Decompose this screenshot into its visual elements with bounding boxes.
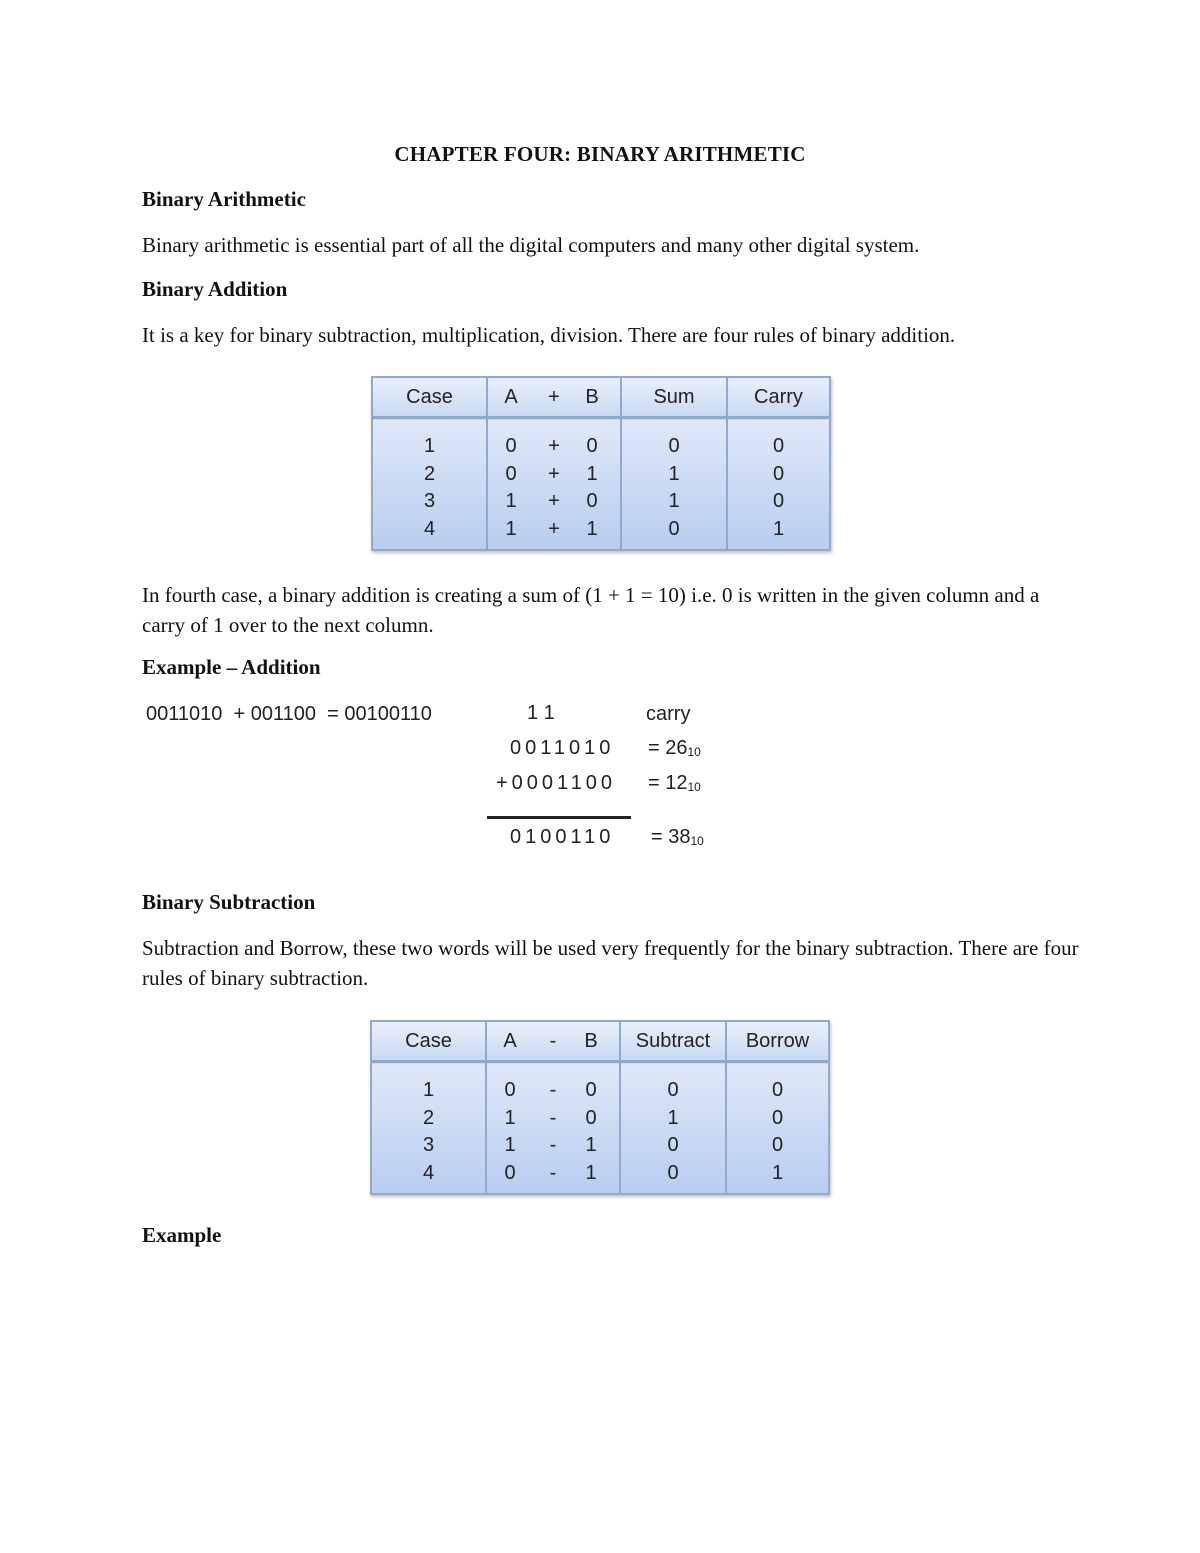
sum-column bbox=[621, 418, 727, 551]
carry-label: carry bbox=[646, 703, 691, 725]
table-cell: 0 bbox=[668, 517, 680, 540]
table-cell: 0 bbox=[772, 435, 785, 457]
table-cell: 0 bbox=[667, 1079, 679, 1101]
operand-one-value bbox=[648, 737, 701, 760]
page-title: CHAPTER FOUR: BINARY ARITHMETIC bbox=[394, 142, 806, 166]
addition-equation: 0011010 + 001100 = 00100110 bbox=[146, 703, 432, 725]
table-cell: 1 bbox=[504, 1106, 516, 1129]
base-subscript: 10 bbox=[687, 745, 701, 759]
header-carry: Carry bbox=[727, 377, 830, 418]
carry-digits: 1 1 bbox=[527, 702, 555, 724]
table-cell: 1 bbox=[668, 462, 680, 485]
table-cell: 0 bbox=[504, 1161, 516, 1184]
table-cell: 1 bbox=[504, 1134, 516, 1156]
result-value bbox=[651, 826, 704, 849]
table-row bbox=[488, 488, 620, 516]
table-cell: 1 bbox=[772, 517, 785, 540]
table-row bbox=[487, 1105, 619, 1133]
header-b: B bbox=[584, 1030, 598, 1052]
header-a: A bbox=[503, 1030, 517, 1052]
subtract-column bbox=[620, 1062, 726, 1195]
header-b: B bbox=[585, 386, 599, 408]
table-cell: 2 bbox=[422, 1106, 435, 1129]
table-cell: 0 bbox=[771, 1106, 784, 1129]
operation-column bbox=[486, 1062, 620, 1195]
table-row bbox=[488, 433, 620, 461]
header-a: A bbox=[504, 386, 518, 408]
addition-result: 0100110 bbox=[510, 826, 615, 848]
table-cell: 0 bbox=[585, 1106, 597, 1129]
table-cell: + bbox=[548, 435, 560, 457]
table-cell: 0 bbox=[505, 435, 517, 457]
heading-binary-subtraction: Binary Subtraction bbox=[142, 890, 316, 914]
operand-one: 0011010 bbox=[510, 737, 615, 759]
table-row bbox=[488, 461, 620, 489]
operand-two-value bbox=[648, 772, 701, 795]
header-sum: Sum bbox=[621, 377, 727, 418]
case-column bbox=[372, 418, 487, 551]
table-cell: - bbox=[549, 1161, 557, 1184]
subtraction-rules-table bbox=[370, 1020, 830, 1195]
base-subscript: 10 bbox=[690, 834, 704, 848]
table-cell: 0 bbox=[504, 1079, 516, 1101]
table-cell: + bbox=[548, 490, 560, 512]
table-cell: 0 bbox=[771, 1079, 784, 1101]
operand-two: +0001100 bbox=[496, 772, 617, 794]
header-operator: - bbox=[549, 1030, 557, 1052]
table-cell: 1 bbox=[505, 490, 517, 512]
paragraph-binary-arithmetic: Binary arithmetic is essential part of all the digital computers and many other digital system. bbox=[142, 233, 920, 257]
header-case: Case bbox=[372, 377, 487, 418]
borrow-column bbox=[726, 1062, 829, 1195]
operand-two-decimal: = 12 bbox=[648, 772, 688, 794]
paragraph-fourth-case-note: In fourth case, a binary addition is creating a sum of (1 + 1 = 10) i.e. 0 is written in the given column and a carry of 1 over to the next column. bbox=[142, 583, 1040, 637]
table-row bbox=[487, 1077, 619, 1105]
table-cell: 1 bbox=[586, 462, 598, 485]
heading-binary-arithmetic: Binary Arithmetic bbox=[142, 187, 306, 211]
header-operation bbox=[487, 377, 621, 418]
table-row bbox=[487, 1160, 619, 1188]
table-cell: 0 bbox=[667, 1134, 679, 1156]
table-cell: 0 bbox=[586, 435, 598, 457]
addition-rules-table bbox=[371, 376, 831, 551]
table-cell: 1 bbox=[585, 1134, 597, 1156]
table-cell: 3 bbox=[422, 1134, 435, 1156]
heading-example-addition: Example – Addition bbox=[142, 655, 321, 679]
table-cell: 0 bbox=[667, 1161, 679, 1184]
table-cell: 0 bbox=[771, 1134, 784, 1156]
table-row bbox=[488, 516, 620, 544]
table-row bbox=[487, 1132, 619, 1160]
header-operation bbox=[486, 1021, 620, 1062]
operation-column bbox=[487, 418, 621, 551]
operand-one-decimal: = 26 bbox=[648, 737, 688, 759]
table-cell: 0 bbox=[772, 490, 785, 512]
header-case: Case bbox=[371, 1021, 486, 1062]
header-subtract: Subtract bbox=[620, 1021, 726, 1062]
table-cell: 0 bbox=[668, 435, 680, 457]
carry-column bbox=[727, 418, 830, 551]
header-borrow: Borrow bbox=[726, 1021, 829, 1062]
sum-divider-line bbox=[487, 816, 631, 819]
table-cell: - bbox=[549, 1106, 557, 1129]
table-cell: 1 bbox=[586, 517, 598, 540]
table-cell: 1 bbox=[423, 435, 436, 457]
table-cell: 4 bbox=[422, 1161, 435, 1184]
table-cell: 1 bbox=[667, 1106, 679, 1129]
table-cell: 0 bbox=[505, 462, 517, 485]
table-cell: 4 bbox=[423, 517, 436, 540]
table-cell: 2 bbox=[423, 462, 436, 485]
paragraph-binary-subtraction: Subtraction and Borrow, these two words will be used very frequently for the binary subtraction. There are four rules of binary subtraction. bbox=[142, 936, 1079, 990]
table-cell: - bbox=[549, 1134, 557, 1156]
table-cell: + bbox=[548, 462, 560, 485]
table-cell: 1 bbox=[585, 1161, 597, 1184]
table-cell: 1 bbox=[771, 1161, 784, 1184]
heading-example: Example bbox=[142, 1223, 222, 1247]
table-cell: 1 bbox=[505, 517, 517, 540]
header-operator: + bbox=[548, 386, 560, 408]
base-subscript: 10 bbox=[687, 780, 701, 794]
table-cell: - bbox=[549, 1079, 557, 1101]
table-cell: 0 bbox=[772, 462, 785, 485]
table-cell: + bbox=[548, 517, 560, 540]
heading-binary-addition: Binary Addition bbox=[142, 277, 288, 301]
table-cell: 1 bbox=[668, 490, 680, 512]
table-cell: 3 bbox=[423, 490, 436, 512]
table-cell: 0 bbox=[585, 1079, 597, 1101]
table-cell: 1 bbox=[422, 1079, 435, 1101]
paragraph-binary-addition: It is a key for binary subtraction, multiplication, division. There are four rules of binary addition. bbox=[142, 323, 956, 347]
table-cell: 0 bbox=[586, 490, 598, 512]
case-column bbox=[371, 1062, 486, 1195]
result-decimal: = 38 bbox=[651, 826, 691, 848]
